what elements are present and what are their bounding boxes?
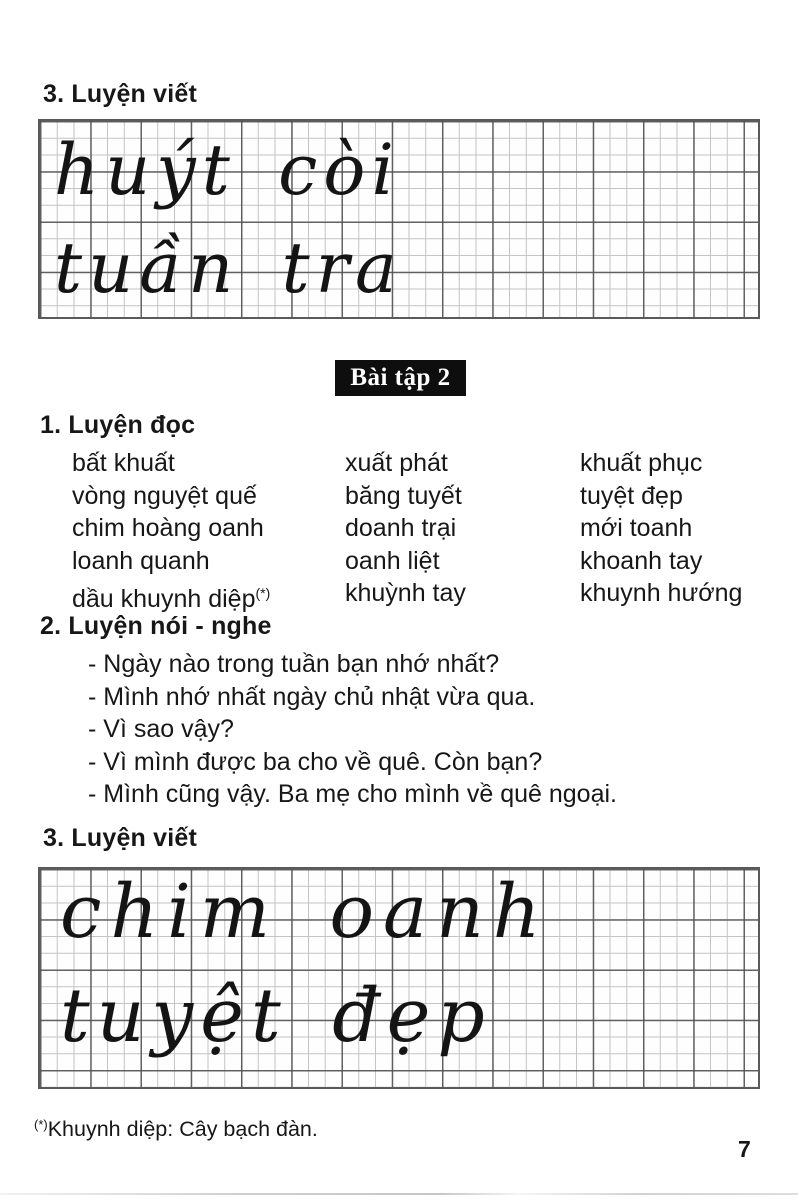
handwriting-grid-top xyxy=(38,119,760,319)
reading-column-3 xyxy=(580,447,742,610)
bottom-writing-heading: 3. Luyện viết xyxy=(43,824,198,852)
dialogue-line: - Mình nhớ nhất ngày chủ nhật vừa qua. xyxy=(88,682,536,711)
reading-word: khuất phục xyxy=(580,449,703,477)
reading-word: bất khuất xyxy=(72,449,175,477)
reading-word: mới toanh xyxy=(580,514,693,543)
reading-heading: 1. Luyện đọc xyxy=(40,411,196,439)
dialogue-line: - Vì sao vậy? xyxy=(88,715,234,744)
handwriting-sample: huýt còi xyxy=(54,129,400,211)
reading-word: khuynh hướng xyxy=(580,579,743,608)
dialogue-line: - Vì mình được ba cho về quê. Còn bạn? xyxy=(88,747,543,776)
footnote-reference-marker: (*) xyxy=(255,585,271,602)
reading-word: tuyệt đẹp xyxy=(580,481,683,510)
reading-word: băng tuyết xyxy=(345,481,462,510)
page-number: 7 xyxy=(738,1136,751,1162)
footnote-marker: (*) xyxy=(34,1117,48,1132)
reading-word: khoanh tay xyxy=(580,546,703,575)
reading-word-text: dầu khuynh diệp xyxy=(72,585,256,614)
handwriting-grid-bottom xyxy=(38,867,760,1089)
handwriting-sample: tuần tra xyxy=(54,227,403,309)
footnote xyxy=(34,1117,318,1142)
dialogue-block xyxy=(88,648,617,811)
handwriting-sample: tuyệt đẹp xyxy=(60,973,492,1059)
lesson-banner: Bài tập 2 xyxy=(335,360,466,396)
reading-word: doanh trại xyxy=(345,514,457,543)
page-edge-shadow xyxy=(0,1193,798,1195)
reading-word: xuất phát xyxy=(345,449,448,477)
top-writing-heading: 3. Luyện viết xyxy=(43,80,198,108)
reading-word: oanh liệt xyxy=(345,546,440,575)
reading-word: loanh quanh xyxy=(72,546,210,575)
dialogue-line: - Mình cũng vậy. Ba mẹ cho mình về quê ngoại. xyxy=(88,780,617,809)
dialogue-line: - Ngày nào trong tuần bạn nhớ nhất? xyxy=(88,650,500,678)
reading-word xyxy=(72,577,270,616)
speaking-heading: 2. Luyện nói - nghe xyxy=(40,612,272,640)
reading-column-2 xyxy=(345,447,466,610)
handwriting-sample: chim oanh xyxy=(60,869,550,955)
footnote-text: Khuynh diệp: Cây bạch đàn. xyxy=(47,1117,318,1141)
reading-word: khuỳnh tay xyxy=(345,579,466,608)
reading-word: chim hoàng oanh xyxy=(72,514,264,543)
reading-column-1 xyxy=(72,447,270,616)
reading-word: vòng nguyệt quế xyxy=(72,481,257,510)
